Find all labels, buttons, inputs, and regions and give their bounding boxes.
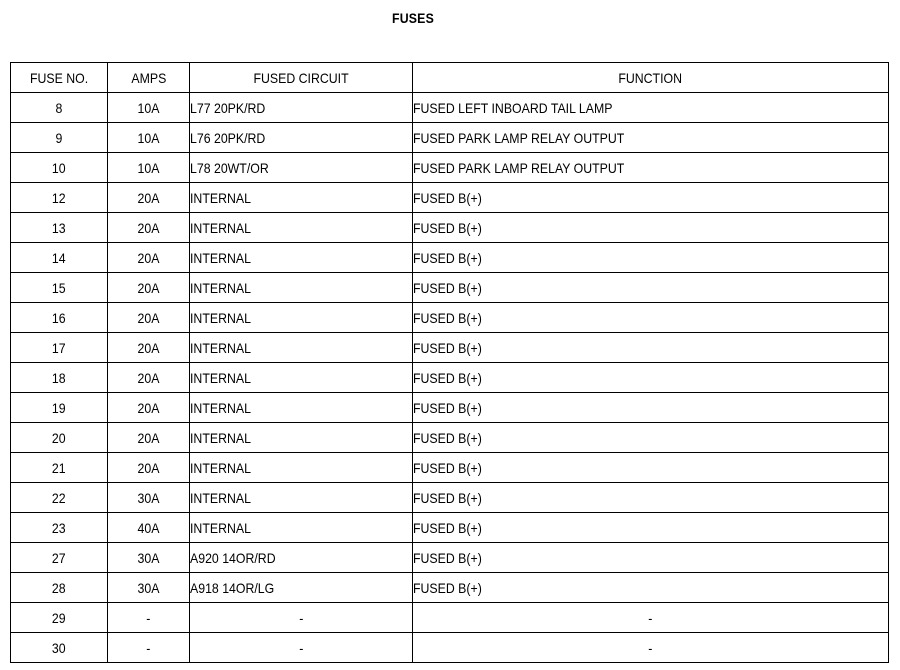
table-row xyxy=(11,423,889,453)
cell-function: - xyxy=(413,603,889,633)
cell-function: FUSED B(+) xyxy=(413,273,889,303)
cell-fuse-no: 13 xyxy=(11,213,108,243)
cell-fuse-no: 21 xyxy=(11,453,108,483)
page-title: FUSES xyxy=(392,10,434,26)
cell-function: FUSED B(+) xyxy=(413,303,889,333)
cell-amps: 20A xyxy=(108,213,190,243)
cell-fused-circuit: L76 20PK/RD xyxy=(190,123,413,153)
cell-fuse-no: 29 xyxy=(11,603,108,633)
cell-fused-circuit: INTERNAL xyxy=(190,213,413,243)
cell-function: FUSED B(+) xyxy=(413,453,889,483)
cell-fuse-no: 10 xyxy=(11,153,108,183)
cell-amps: - xyxy=(108,603,190,633)
cell-function: FUSED LEFT INBOARD TAIL LAMP xyxy=(413,93,889,123)
cell-function: FUSED B(+) xyxy=(413,183,889,213)
cell-fused-circuit: - xyxy=(190,603,413,633)
cell-fuse-no: 16 xyxy=(11,303,108,333)
cell-amps: 30A xyxy=(108,543,190,573)
cell-fuse-no: 30 xyxy=(11,633,108,663)
cell-amps: 20A xyxy=(108,333,190,363)
cell-fuse-no: 18 xyxy=(11,363,108,393)
header-fused-circuit: FUSED CIRCUIT xyxy=(190,63,413,93)
table-row xyxy=(11,543,889,573)
table-row xyxy=(11,243,889,273)
cell-fuse-no: 27 xyxy=(11,543,108,573)
cell-fused-circuit: INTERNAL xyxy=(190,483,413,513)
cell-amps: 30A xyxy=(108,573,190,603)
table-row xyxy=(11,453,889,483)
cell-fuse-no: 9 xyxy=(11,123,108,153)
cell-fuse-no: 19 xyxy=(11,393,108,423)
table-body xyxy=(11,93,889,663)
cell-amps: 10A xyxy=(108,93,190,123)
table-row xyxy=(11,603,889,633)
cell-fuse-no: 12 xyxy=(11,183,108,213)
cell-fused-circuit: A918 14OR/LG xyxy=(190,573,413,603)
cell-amps: 20A xyxy=(108,363,190,393)
table-header-row xyxy=(11,63,889,93)
cell-amps: 20A xyxy=(108,423,190,453)
cell-amps: 20A xyxy=(108,183,190,213)
cell-function: FUSED B(+) xyxy=(413,333,889,363)
table-row xyxy=(11,483,889,513)
cell-amps: 30A xyxy=(108,483,190,513)
cell-fused-circuit: L78 20WT/OR xyxy=(190,153,413,183)
cell-amps: 20A xyxy=(108,303,190,333)
cell-fuse-no: 15 xyxy=(11,273,108,303)
table-row xyxy=(11,153,889,183)
cell-function: FUSED B(+) xyxy=(413,213,889,243)
cell-fuse-no: 20 xyxy=(11,423,108,453)
cell-function: FUSED B(+) xyxy=(413,483,889,513)
cell-fused-circuit: INTERNAL xyxy=(190,243,413,273)
cell-fused-circuit: INTERNAL xyxy=(190,273,413,303)
cell-fuse-no: 14 xyxy=(11,243,108,273)
cell-function: FUSED B(+) xyxy=(413,363,889,393)
cell-fused-circuit: INTERNAL xyxy=(190,423,413,453)
cell-fused-circuit: INTERNAL xyxy=(190,363,413,393)
table-row xyxy=(11,123,889,153)
cell-fused-circuit: A920 14OR/RD xyxy=(190,543,413,573)
cell-function: FUSED B(+) xyxy=(413,423,889,453)
table-row xyxy=(11,633,889,663)
cell-amps: 40A xyxy=(108,513,190,543)
table-row xyxy=(11,363,889,393)
fuse-table xyxy=(10,62,889,663)
cell-function: FUSED B(+) xyxy=(413,573,889,603)
table-row xyxy=(11,333,889,363)
cell-amps: 20A xyxy=(108,273,190,303)
cell-function: FUSED B(+) xyxy=(413,543,889,573)
cell-fuse-no: 8 xyxy=(11,93,108,123)
cell-amps: 20A xyxy=(108,453,190,483)
header-function: FUNCTION xyxy=(413,63,889,93)
table-row xyxy=(11,573,889,603)
cell-function: FUSED PARK LAMP RELAY OUTPUT xyxy=(413,153,889,183)
cell-fuse-no: 23 xyxy=(11,513,108,543)
cell-fused-circuit: - xyxy=(190,633,413,663)
table-row xyxy=(11,93,889,123)
cell-function: - xyxy=(413,633,889,663)
table-row xyxy=(11,303,889,333)
cell-fuse-no: 22 xyxy=(11,483,108,513)
cell-amps: 20A xyxy=(108,393,190,423)
cell-fused-circuit: INTERNAL xyxy=(190,333,413,363)
cell-amps: 20A xyxy=(108,243,190,273)
cell-fused-circuit: INTERNAL xyxy=(190,393,413,423)
cell-fused-circuit: INTERNAL xyxy=(190,303,413,333)
header-fuse-no: FUSE NO. xyxy=(11,63,108,93)
cell-function: FUSED B(+) xyxy=(413,393,889,423)
cell-fused-circuit: L77 20PK/RD xyxy=(190,93,413,123)
table-row xyxy=(11,213,889,243)
cell-amps: - xyxy=(108,633,190,663)
table-row xyxy=(11,513,889,543)
cell-fuse-no: 28 xyxy=(11,573,108,603)
cell-fused-circuit: INTERNAL xyxy=(190,183,413,213)
cell-function: FUSED PARK LAMP RELAY OUTPUT xyxy=(413,123,889,153)
cell-function: FUSED B(+) xyxy=(413,243,889,273)
table-row xyxy=(11,273,889,303)
cell-fuse-no: 17 xyxy=(11,333,108,363)
cell-function: FUSED B(+) xyxy=(413,513,889,543)
cell-amps: 10A xyxy=(108,153,190,183)
table-row xyxy=(11,393,889,423)
cell-fused-circuit: INTERNAL xyxy=(190,453,413,483)
table-row xyxy=(11,183,889,213)
cell-amps: 10A xyxy=(108,123,190,153)
header-amps: AMPS xyxy=(108,63,190,93)
cell-fused-circuit: INTERNAL xyxy=(190,513,413,543)
